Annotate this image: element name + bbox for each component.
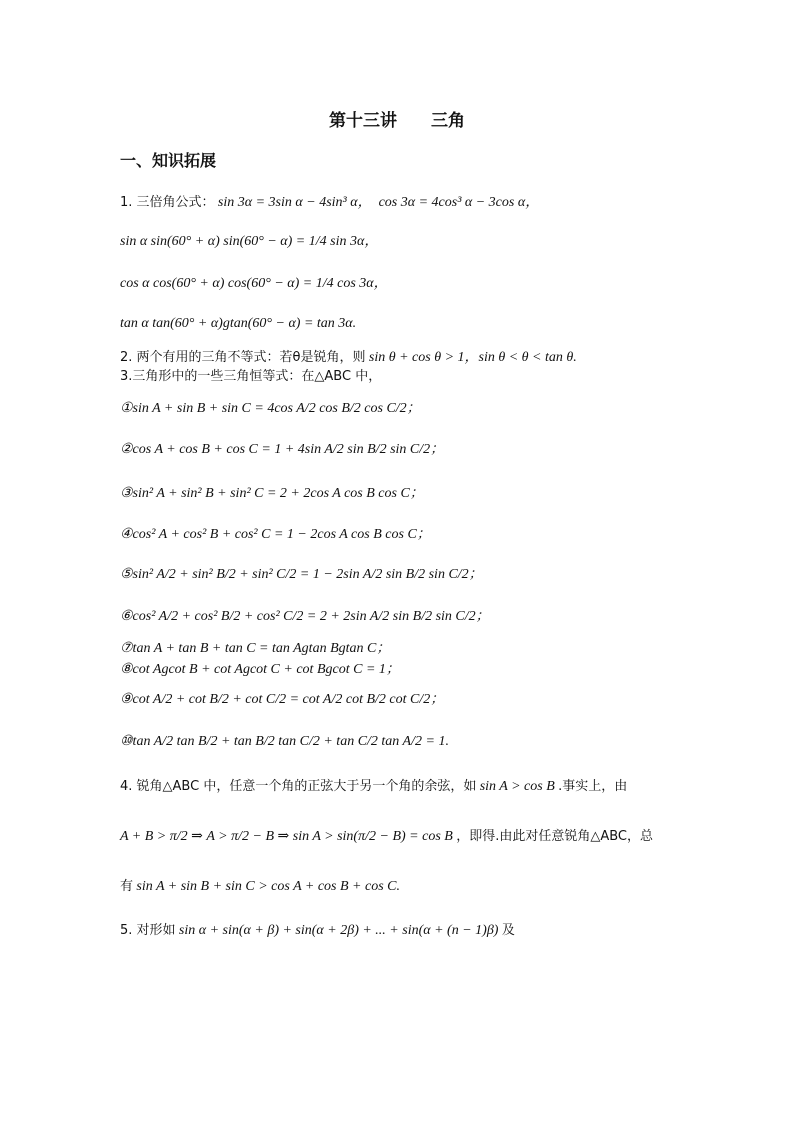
item-3 bbox=[120, 367, 381, 386]
formula: sin A > cos B bbox=[479, 779, 555, 794]
item-tail: ，即得.由此对任意锐角△ABC，总 bbox=[456, 829, 653, 844]
formula: cos α cos(60° + α) cos(60° − α) = 1/4 cos 3α， bbox=[120, 276, 388, 291]
formula: sin A + sin B + sin C > cos A + cos B + cos C. bbox=[136, 879, 400, 894]
item-label: 3.三角形中的一些三角恒等式：在△ABC 中， bbox=[120, 369, 382, 384]
formula-line bbox=[120, 274, 388, 293]
formula: tan α tan(60° + α)gtan(60° − α) = tan 3α. bbox=[120, 316, 357, 331]
formula: ⑥cos² A/2 + cos² B/2 + cos² C/2 = 2 + 2sin A/2 sin B/2 sin C/2； bbox=[120, 609, 490, 624]
identity-4 bbox=[120, 525, 431, 544]
section-heading: 一、知识拓展 bbox=[120, 151, 217, 170]
identity-7 bbox=[120, 639, 390, 658]
item-label: 1. 三倍角公式： bbox=[120, 195, 215, 210]
identity-2 bbox=[120, 440, 444, 459]
formula: ②cos A + cos B + cos C = 1 + 4sin A/2 sin B/2 sin C/2； bbox=[120, 442, 445, 457]
identity-1 bbox=[120, 399, 421, 418]
item-label: 5. 对形如 bbox=[120, 923, 176, 938]
formula: ⑦tan A + tan B + tan C = tan Agtan Bgtan C； bbox=[120, 641, 391, 656]
item-4-derivation bbox=[120, 827, 653, 846]
formula: ④cos² A + cos² B + cos² C = 1 − 2cos A cos B cos C； bbox=[120, 527, 431, 542]
item-tail: .事实上，由 bbox=[558, 779, 628, 794]
formula: ③sin² A + sin² B + sin² C = 2 + 2cos A cos B cos C； bbox=[120, 486, 424, 501]
identity-3 bbox=[120, 484, 424, 503]
identity-10 bbox=[120, 732, 449, 751]
formula: sin α sin(60° + α) sin(60° − α) = 1/4 sin 3α， bbox=[120, 234, 379, 249]
formula: ⑩tan A/2 tan B/2 + tan B/2 tan C/2 + tan C/2 tan A/2 = 1. bbox=[120, 734, 449, 749]
formula: sin 3α = 3sin α − 4sin³ α， cos 3α = 4cos³ α − 3cos α， bbox=[217, 195, 540, 210]
item-5 bbox=[120, 921, 515, 940]
identity-6 bbox=[120, 607, 490, 626]
identity-5 bbox=[120, 565, 483, 584]
item-2 bbox=[120, 348, 577, 367]
item-tail: 及 bbox=[501, 923, 515, 938]
formula: ⑨cot A/2 + cot B/2 + cot C/2 = cot A/2 cot B/2 cot C/2； bbox=[120, 692, 445, 707]
identity-9 bbox=[120, 690, 444, 709]
item-label: 4. 锐角△ABC 中，任意一个角的正弦大于另一个角的余弦，如 bbox=[120, 779, 477, 794]
item-1 bbox=[120, 193, 539, 212]
formula-line bbox=[120, 314, 356, 333]
page-title: 第十三讲 三角 bbox=[329, 111, 465, 131]
item-4 bbox=[120, 777, 627, 796]
identity-8 bbox=[120, 660, 400, 679]
formula: A + B > π/2 ⇒ A > π/2 − B ⇒ sin A > sin(π/2 − B) = cos B bbox=[120, 829, 453, 844]
item-4-conclusion bbox=[120, 877, 400, 896]
formula: ⑧cot Agcot B + cot Agcot C + cot Bgcot C = 1； bbox=[120, 662, 400, 677]
formula: sin θ + cos θ > 1，sin θ < θ < tan θ. bbox=[368, 350, 577, 365]
formula-line bbox=[120, 232, 378, 251]
item-label: 有 bbox=[120, 879, 134, 894]
formula: ⑤sin² A/2 + sin² B/2 + sin² C/2 = 1 − 2sin A/2 sin B/2 sin C/2； bbox=[120, 567, 483, 582]
item-label: 2. 两个有用的三角不等式：若θ是锐角，则 bbox=[120, 350, 366, 365]
formula: sin α + sin(α + β) + sin(α + 2β) + ... + sin(α + (n − 1)β) bbox=[178, 923, 499, 938]
formula: ①sin A + sin B + sin C = 4cos A/2 cos B/2 cos C/2； bbox=[120, 401, 421, 416]
